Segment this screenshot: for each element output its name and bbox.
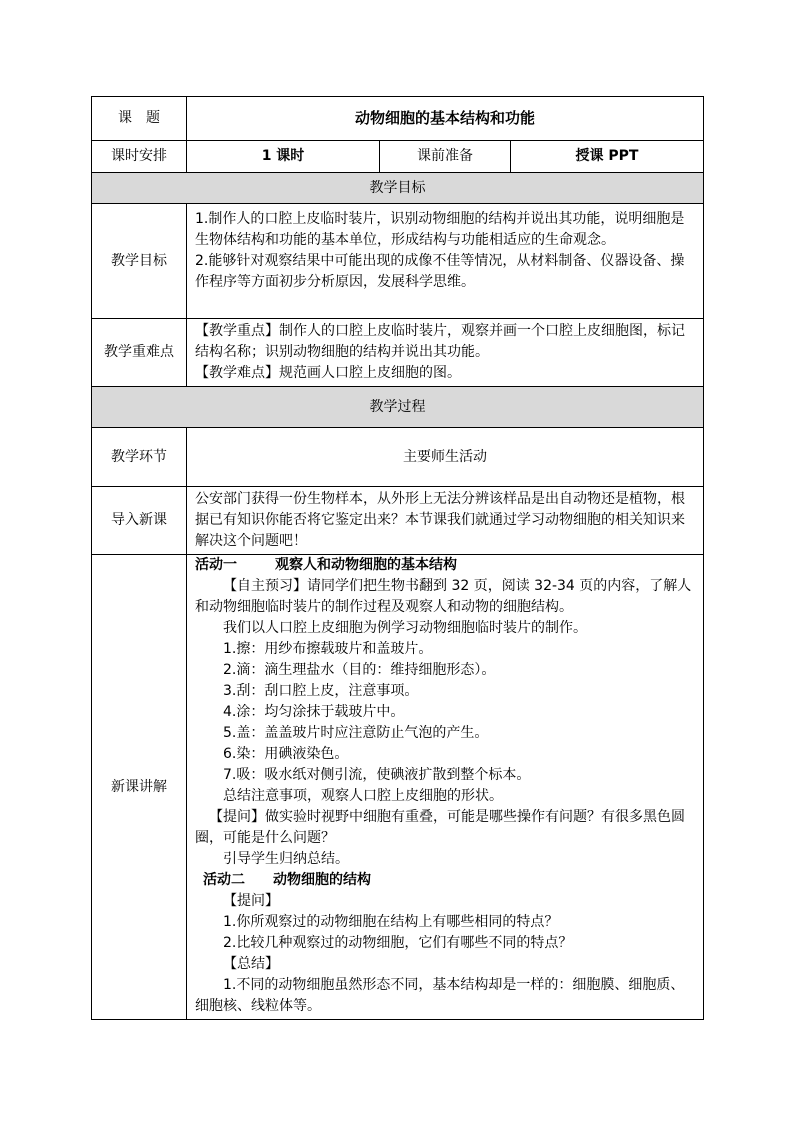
lesson-plan-table — [91, 96, 704, 1020]
intro-label: 导入新课 — [92, 487, 187, 555]
schedule-row — [92, 141, 704, 173]
objective-item: 2.能够针对观察结果中可能出现的成像不佳等情况，从材料制备、仪器设备、操作程序等方面初步分析原因，发展科学思维。 — [195, 253, 685, 290]
step-item: 7.吸：吸水纸对侧引流，使碘液扩散到整个标本。 — [223, 767, 531, 783]
key-points-label: 教学重难点 — [92, 319, 187, 387]
conclude-label: 【总结】 — [223, 956, 279, 972]
topic-row — [92, 97, 704, 141]
stage-label: 教学环节 — [92, 428, 187, 487]
key-point-item: 【教学重点】制作人的口腔上皮临时装片，观察并画一个口腔上皮细胞图，标记结构名称；识别动物细胞的结构并说出其功能。 — [195, 323, 685, 360]
lecture-content — [187, 555, 704, 1020]
prep-value: 授课 PPT — [511, 141, 704, 173]
intro-text: 公安部门获得一份生物样本，从外形上无法分辨该样品是出自动物还是植物，根据已有知识你能否将它鉴定出来？本节课我们就通过学习动物细胞的相关知识来解决这个问题吧！ — [187, 487, 704, 555]
key-points-row — [92, 319, 704, 387]
objectives-row — [92, 204, 704, 319]
ask-item: 2.比较几种观察过的动物细胞，它们有哪些不同的特点？ — [223, 935, 573, 951]
ask-label: 【提问】 — [223, 893, 279, 909]
objectives-section-row — [92, 173, 704, 204]
objectives-section-title: 教学目标 — [92, 173, 704, 204]
summary-text: 总结注意事项，观察人口腔上皮细胞的形状。 — [223, 788, 503, 804]
stage-value: 主要师生活动 — [187, 428, 704, 487]
step-item: 6.染：用碘液染色。 — [223, 746, 349, 762]
step-item: 4.涂：均匀涂抹于载玻片中。 — [223, 704, 405, 720]
objectives-content — [187, 204, 704, 319]
activity2-number: 活动二 — [203, 872, 245, 888]
example-intro: 我们以人口腔上皮细胞为例学习动物细胞临时装片的制作。 — [223, 620, 587, 636]
time-value: 1 课时 — [187, 141, 380, 173]
activity2-title: 动物细胞的结构 — [273, 872, 371, 888]
lecture-label: 新课讲解 — [92, 555, 187, 1020]
step-item: 3.刮：刮口腔上皮，注意事项。 — [223, 683, 419, 699]
time-label: 课时安排 — [92, 141, 187, 173]
ask-item: 1.你所观察过的动物细胞在结构上有哪些相同的特点？ — [223, 914, 559, 930]
objective-item: 1.制作人的口腔上皮临时装片，识别动物细胞的结构并说出其功能，说明细胞是生物体结构和功能的基本单位，形成结构与功能相适应的生命观念。 — [195, 211, 685, 248]
preview-text: 【自主预习】请同学们把生物书翻到 32 页，阅读 32-34 页的内容，了解人和动物细胞临时装片的制作过程及观察人和动物的细胞结构。 — [195, 578, 692, 615]
step-item: 1.擦：用纱布擦载玻片和盖玻片。 — [223, 641, 433, 657]
process-section-title: 教学过程 — [92, 387, 704, 428]
key-points-content — [187, 319, 704, 387]
activity1-heading — [195, 555, 697, 576]
conclude-text: 1.不同的动物细胞虽然形态不同，基本结构却是一样的：细胞膜、细胞质、细胞核、线粒体等。 — [195, 977, 685, 1014]
topic-label: 课 题 — [92, 97, 187, 141]
topic-value: 动物细胞的基本结构和功能 — [187, 97, 704, 141]
step-item: 5.盖：盖盖玻片时应注意防止气泡的产生。 — [223, 725, 489, 741]
prep-label: 课前准备 — [380, 141, 511, 173]
objectives-label: 教学目标 — [92, 204, 187, 319]
lecture-row — [92, 555, 704, 1020]
key-point-item: 【教学难点】规范画人口腔上皮细胞的图。 — [195, 365, 461, 381]
stage-header-row — [92, 428, 704, 487]
guide-text: 引导学生归纳总结。 — [223, 851, 349, 867]
activity1-title: 观察人和动物细胞的基本结构 — [275, 557, 457, 573]
activity2-heading — [195, 870, 697, 891]
step-item: 2.滴：滴生理盐水（目的：维持细胞形态）。 — [223, 662, 496, 678]
process-section-row — [92, 387, 704, 428]
intro-row — [92, 487, 704, 555]
activity1-number: 活动一 — [195, 557, 237, 573]
question-text: 【提问】做实验时视野中细胞有重叠，可能是哪些操作有问题？有很多黑色圆圈，可能是什么问题？ — [195, 809, 685, 846]
